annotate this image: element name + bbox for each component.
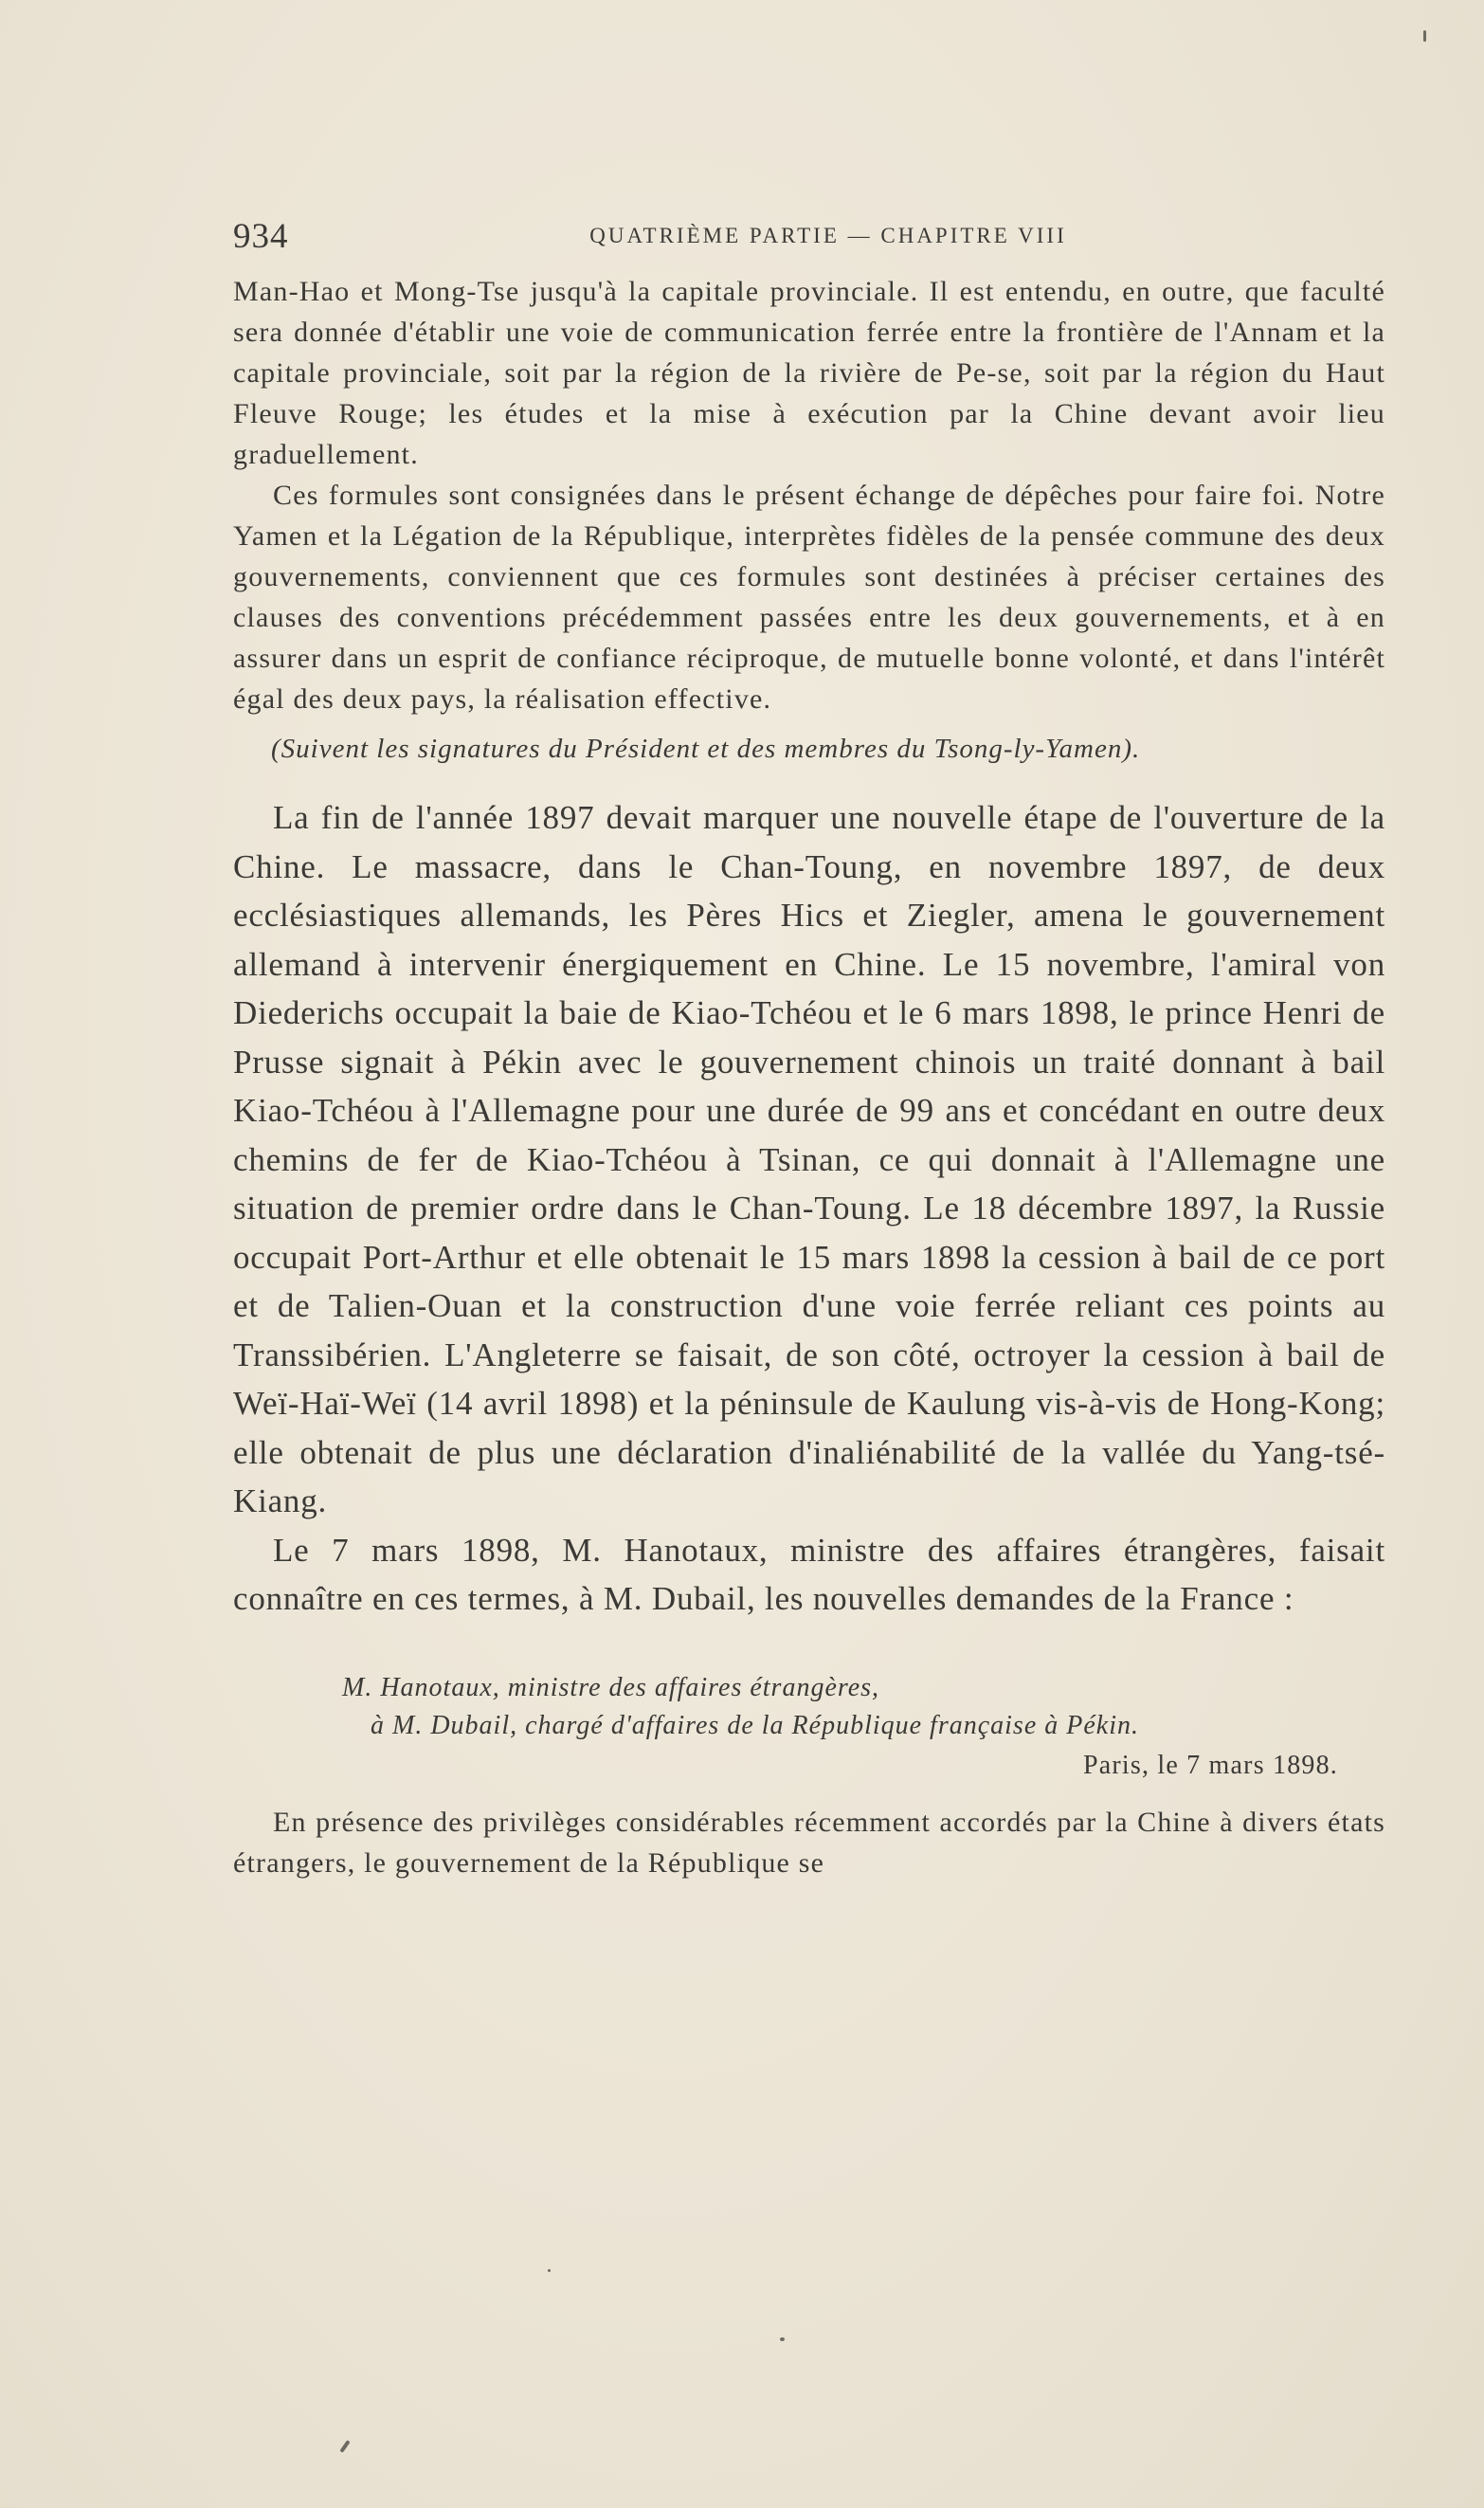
paragraph-formules: Ces formules sont consignées dans le présent échange de dépêches pour faire foi. Notre Yamen et la Légation de la République, interprètes fidèles de la pensée commune des deux gouvernements, conviennent que ces formules sont destinées à préciser certaines des clauses des conventions précédemment passées entre les deux gouvernements, et à en assurer dans un esprit de confiance réciproque, de mutuelle bonne volonté, et dans l'intérêt égal des deux pays, la réalisation effective.: [233, 480, 1385, 715]
paper-speck: [1423, 30, 1426, 42]
paragraph-ouverture-chine: La fin de l'année 1897 devait marquer une nouvelle étape de l'ouverture de la Chine. Le massacre, dans le Chan-Toung, en novembre 1897, de deux ecclésiastiques allemands, les Pères Hics et Ziegler, amena le gouvernement allemand à intervenir énergiquement en Chine. Le 15 novembre, l'amiral von Diederichs occupait la baie de Kiao-Tchéou et le 6 mars 1898, le prince Henri de Prusse signait à Pékin avec le gouvernement chinois un traité donnant à bail Kiao-Tchéou à l'Allemagne pour une durée de 99 ans et concédant en outre deux chemins de fer de Kiao-Tchéou à Tsinan, ce qui donnait à l'Allemagne une situation de premier ordre dans le Chan-Toung. Le 18 décembre 1897, la Russie occupait Port-Arthur et elle obtenait le 15 mars 1898 la cession à bail de ce port et de Talien-Ouan et la construction d'une voie ferrée reliant ces points au Transsibérien. L'Angleterre se faisait, de son côté, octroyer la cession à bail de Weï-Haï-Weï (14 avril 1898) et la péninsule de Kaulung vis-à-vis de Hong-Kong; elle obtenait de plus une déclaration d'inaliénabilité de la vallée du Yang-tsé-Kiang.: [233, 799, 1385, 1519]
running-head: [233, 216, 1385, 271]
paper-speck: [780, 2337, 785, 2341]
letter-sender: M. Hanotaux, ministre des affaires étrangères,: [342, 1672, 880, 1702]
section-gap: [233, 769, 1385, 793]
paper-speck: [548, 2269, 551, 2272]
paragraph-treaty-continuation: Man-Hao et Mong-Tse jusqu'à la capitale provinciale. Il est entendu, en outre, que faculté sera donnée d'établir une voie de communication ferrée entre la frontière de l'Annam et la capitale provinciale, soit par la région de la rivière de Pe-se, soit par la région du Haut Fleuve Rouge; les études et la mise à exécution par la Chine devant avoir lieu graduellement.: [233, 276, 1385, 470]
signatures-note: (Suivent les signatures du Président et des membres du Tsong-ly-Yamen).: [271, 734, 1141, 764]
page-number: 934: [233, 217, 289, 256]
letter-dateline: Paris, le 7 mars 1898.: [1082, 1750, 1338, 1780]
paper-speck: [339, 2440, 350, 2453]
letter-header: [233, 1669, 1385, 1745]
paragraph-letter-body: En présence des privilèges considérables récemment accordés par la Chine à divers états étrangers, le gouvernement de la République se: [233, 1806, 1385, 1879]
running-title: QUATRIÈME PARTIE — CHAPITRE VIII: [589, 224, 1067, 247]
text-block: [233, 216, 1385, 1883]
letter-recipient: à M. Dubail, chargé d'affaires de la République française à Pékin.: [371, 1710, 1139, 1740]
paragraph-hanotaux: Le 7 mars 1898, M. Hanotaux, ministre des affaires étrangères, faisait connaître en ces termes, à M. Dubail, les nouvelles demandes de la France :: [233, 1531, 1385, 1617]
